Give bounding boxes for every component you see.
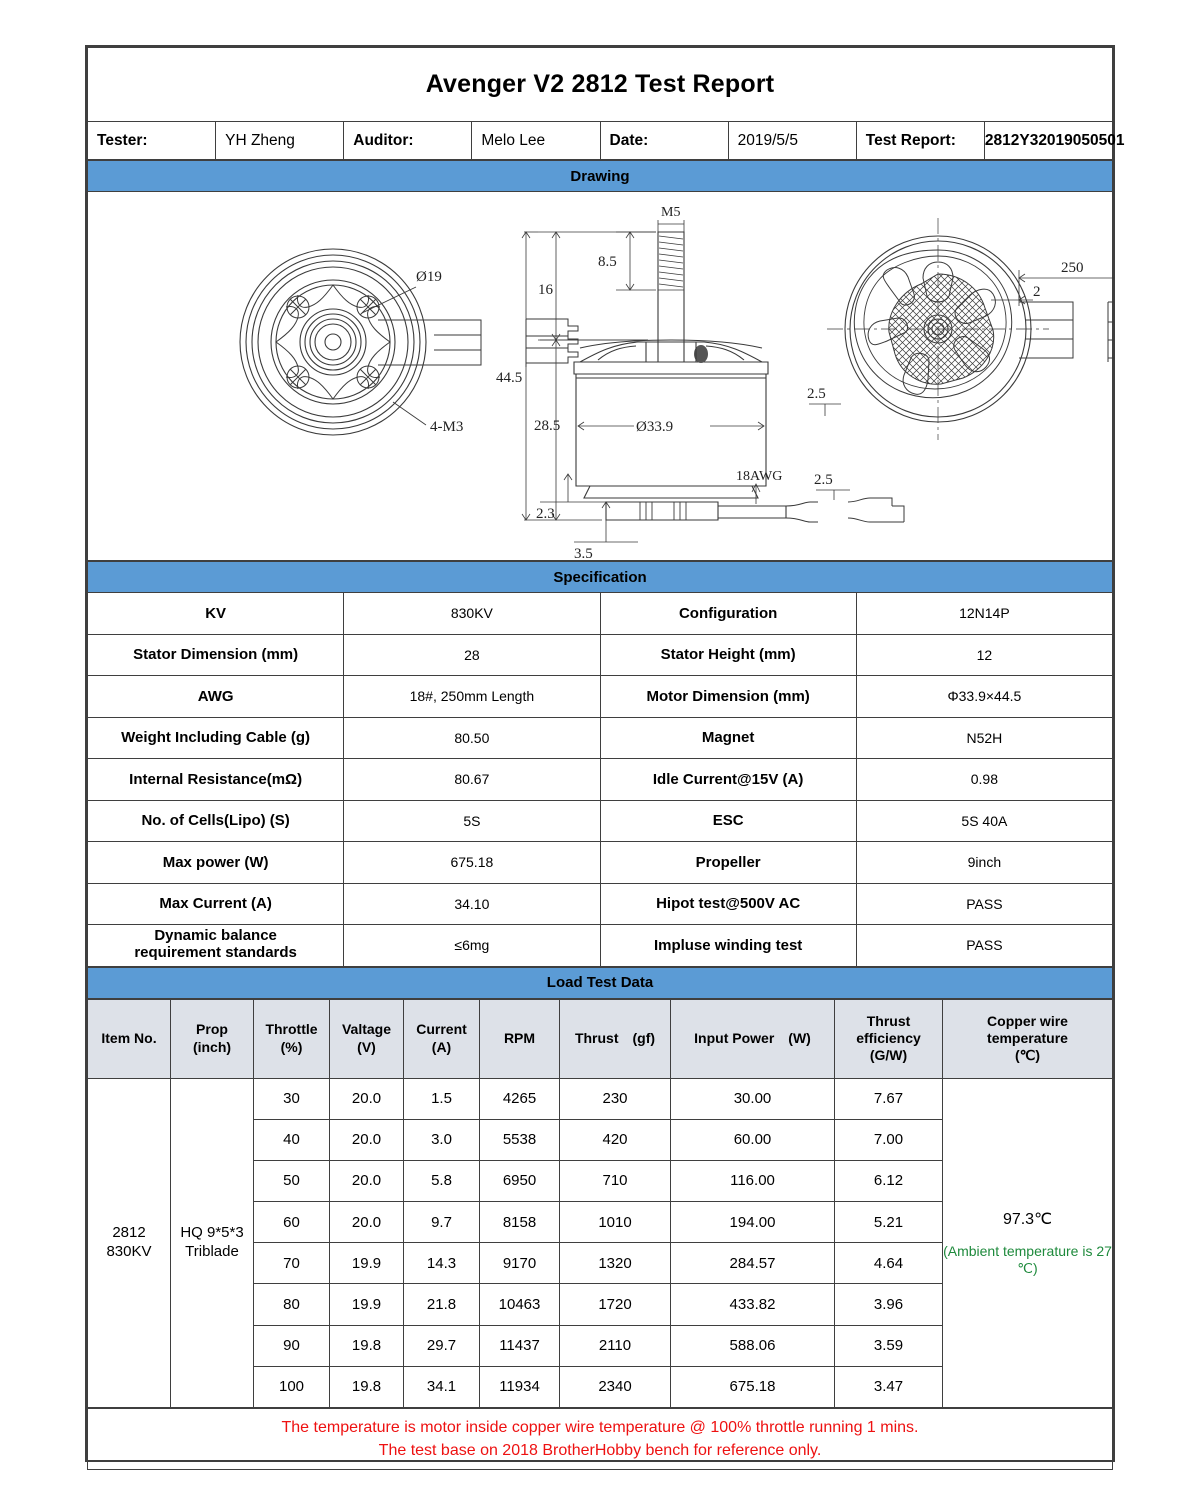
- item-no-cell: 2812 830KV: [88, 1078, 171, 1408]
- spec-row: [88, 634, 1113, 676]
- spec-value-right: 12N14P: [856, 593, 1112, 635]
- spec-row: [88, 925, 1113, 967]
- date-value: 2019/5/5: [728, 122, 856, 160]
- cell-voltage: 19.8: [330, 1325, 404, 1366]
- date-label: Date:: [600, 122, 728, 160]
- spec-value-left: 5S: [344, 800, 600, 842]
- cell-rpm: 4265: [480, 1078, 560, 1119]
- spec-key-left: Internal Resistance(mΩ): [88, 759, 344, 801]
- cell-rpm: 6950: [480, 1160, 560, 1201]
- cell-input-power: 588.06: [671, 1325, 835, 1366]
- cell-thrust-efficiency: 7.00: [835, 1119, 943, 1160]
- load-test-section-bar-table: [87, 967, 1113, 999]
- column-header: Input Power (W): [671, 999, 835, 1078]
- spec-key-right: ESC: [600, 800, 856, 842]
- label-wire-length: 250: [1061, 260, 1084, 276]
- load-test-section-bar: [88, 967, 1113, 998]
- spec-key-left: Max Current (A): [88, 883, 344, 925]
- column-header: Copper wire temperature (℃): [943, 999, 1113, 1078]
- spec-value-right: Φ33.9×44.5: [856, 676, 1112, 718]
- spec-key-right: Hipot test@500V AC: [600, 883, 856, 925]
- temperature-value: 97.3℃: [1002, 1210, 1053, 1228]
- specification-section-bar: [88, 562, 1113, 593]
- label-base-thickness: 3.5: [574, 546, 593, 560]
- spec-key-right: Configuration: [600, 593, 856, 635]
- spec-key-right: Idle Current@15V (A): [600, 759, 856, 801]
- spec-key-left: No. of Cells(Lipo) (S): [88, 800, 344, 842]
- cell-thrust: 1320: [560, 1243, 671, 1284]
- cell-throttle: 40: [254, 1119, 330, 1160]
- cell-thrust: 2340: [560, 1366, 671, 1407]
- spec-value-left: 80.50: [344, 717, 600, 759]
- cell-thrust-efficiency: 3.47: [835, 1366, 943, 1407]
- cell-current: 34.1: [404, 1366, 480, 1407]
- title-row: [88, 48, 1113, 122]
- cell-current: 1.5: [404, 1078, 480, 1119]
- cell-input-power: 60.00: [671, 1119, 835, 1160]
- spec-value-left: 675.18: [344, 842, 600, 884]
- label-mount-holes: 4-M3: [430, 419, 464, 435]
- label-body-height: 28.5: [534, 418, 561, 434]
- spec-value-right: 12: [856, 634, 1112, 676]
- drawing-canvas: [88, 192, 1112, 560]
- footer-note: [88, 1409, 1113, 1470]
- specification-section: [87, 561, 1113, 967]
- report-header-table: [87, 47, 1125, 160]
- footer-note-line1: The temperature is motor inside copper wire temperature @ 100% throttle running 1 mins.: [281, 1418, 919, 1436]
- cell-rpm: 11934: [480, 1366, 560, 1407]
- cell-voltage: 19.9: [330, 1243, 404, 1284]
- label-wire-strip: 2: [1033, 284, 1041, 300]
- cell-input-power: 194.00: [671, 1202, 835, 1243]
- spec-key-right: Stator Height (mm): [600, 634, 856, 676]
- column-header: Prop (inch): [171, 999, 254, 1078]
- meta-row: [88, 122, 1113, 160]
- cell-throttle: 30: [254, 1078, 330, 1119]
- motor-technical-drawing: [88, 192, 1114, 560]
- cell-voltage: 20.0: [330, 1202, 404, 1243]
- load-test-body: [88, 1078, 1113, 1408]
- label-bore-dia: Ø19: [416, 269, 442, 285]
- cell-rpm: 9170: [480, 1243, 560, 1284]
- page-title: Avenger V2 2812 Test Report: [88, 48, 1113, 122]
- cell-rpm: 10463: [480, 1284, 560, 1325]
- spec-key-left: Dynamic balance requirement standards: [88, 925, 344, 967]
- cell-throttle: 60: [254, 1202, 330, 1243]
- column-header: RPM: [480, 999, 560, 1078]
- cell-input-power: 433.82: [671, 1284, 835, 1325]
- drawing-canvas-cell: [88, 192, 1113, 561]
- cell-input-power: 675.18: [671, 1366, 835, 1407]
- drawing-section: [87, 160, 1113, 561]
- spec-row: [88, 676, 1113, 718]
- cell-throttle: 90: [254, 1325, 330, 1366]
- column-header: Valtage (V): [330, 999, 404, 1078]
- cell-voltage: 20.0: [330, 1119, 404, 1160]
- cell-thrust: 420: [560, 1119, 671, 1160]
- spec-key-left: KV: [88, 593, 344, 635]
- spec-key-left: Weight Including Cable (g): [88, 717, 344, 759]
- load-test-header: [88, 999, 1113, 1078]
- cell-throttle: 80: [254, 1284, 330, 1325]
- cell-current: 9.7: [404, 1202, 480, 1243]
- spec-value-left: 28: [344, 634, 600, 676]
- spec-row: [88, 800, 1113, 842]
- auditor-value: Melo Lee: [472, 122, 600, 160]
- cell-throttle: 70: [254, 1243, 330, 1284]
- drawing-top-view: [807, 218, 1114, 440]
- cell-throttle: 50: [254, 1160, 330, 1201]
- cell-throttle: 100: [254, 1366, 330, 1407]
- cell-thrust-efficiency: 4.64: [835, 1243, 943, 1284]
- load-test-header-row: [88, 999, 1113, 1078]
- report-no-value: 2812Y32019050501: [984, 122, 1112, 160]
- spec-value-left: 34.10: [344, 883, 600, 925]
- spec-row: [88, 883, 1113, 925]
- label-shaft-length: 16: [538, 282, 553, 298]
- cell-rpm: 5538: [480, 1119, 560, 1160]
- spec-value-right: PASS: [856, 925, 1112, 967]
- cell-current: 3.0: [404, 1119, 480, 1160]
- cell-voltage: 20.0: [330, 1160, 404, 1201]
- spec-key-right: Magnet: [600, 717, 856, 759]
- cell-input-power: 284.57: [671, 1243, 835, 1284]
- spec-value-right: PASS: [856, 883, 1112, 925]
- cell-thrust-efficiency: 3.59: [835, 1325, 943, 1366]
- spec-value-right: 5S 40A: [856, 800, 1112, 842]
- label-wire-tip: 2.5: [814, 472, 833, 488]
- spec-key-left: AWG: [88, 676, 344, 718]
- spec-value-left: 18#, 250mm Length: [344, 676, 600, 718]
- label-thread-length: 8.5: [598, 254, 617, 270]
- spec-key-left: Max power (W): [88, 842, 344, 884]
- cell-voltage: 20.0: [330, 1078, 404, 1119]
- spec-key-right: Impluse winding test: [600, 925, 856, 967]
- cell-thrust-efficiency: 6.12: [835, 1160, 943, 1201]
- label-shaft-thread: M5: [661, 205, 681, 220]
- cell-current: 5.8: [404, 1160, 480, 1201]
- footer-note-table: [87, 1408, 1113, 1470]
- cell-input-power: 30.00: [671, 1078, 835, 1119]
- column-header: Thrust efficiency (G/W): [835, 999, 943, 1078]
- spec-key-right: Propeller: [600, 842, 856, 884]
- cell-rpm: 11437: [480, 1325, 560, 1366]
- label-body-diameter: Ø33.9: [636, 419, 674, 435]
- load-test-section-title: Load Test Data: [88, 967, 1113, 998]
- cell-rpm: 8158: [480, 1202, 560, 1243]
- drawing-bottom-view: [240, 249, 578, 435]
- load-test-table: [87, 999, 1113, 1409]
- tester-label: Tester:: [88, 122, 216, 160]
- copper-wire-temperature-cell: [943, 1078, 1113, 1408]
- cell-current: 29.7: [404, 1325, 480, 1366]
- cell-thrust: 1720: [560, 1284, 671, 1325]
- test-report-document: [85, 45, 1125, 1462]
- drawing-side-view: [496, 205, 904, 560]
- spec-key-left: Stator Dimension (mm): [88, 634, 344, 676]
- cell-thrust-efficiency: 3.96: [835, 1284, 943, 1325]
- column-header: Throttle (%): [254, 999, 330, 1078]
- cell-current: 14.3: [404, 1243, 480, 1284]
- tester-value: YH Zheng: [216, 122, 344, 160]
- spec-row: [88, 842, 1113, 884]
- column-header: Thrust (gf): [560, 999, 671, 1078]
- auditor-label: Auditor:: [344, 122, 472, 160]
- specification-table-body: [88, 593, 1113, 967]
- prop-cell: HQ 9*5*3 Triblade: [171, 1078, 254, 1408]
- cell-current: 21.8: [404, 1284, 480, 1325]
- cell-input-power: 116.00: [671, 1160, 835, 1201]
- column-header: Current (A): [404, 999, 480, 1078]
- label-total-height: 44.5: [496, 370, 523, 386]
- footer-note-line2: The test base on 2018 BrotherHobby bench for reference only.: [378, 1442, 822, 1459]
- column-header: Item No.: [88, 999, 171, 1078]
- cell-thrust: 710: [560, 1160, 671, 1201]
- cell-voltage: 19.8: [330, 1366, 404, 1407]
- label-wire-gauge: 18AWG: [736, 469, 783, 484]
- label-base-step: 2.3: [536, 506, 555, 522]
- cell-thrust: 2110: [560, 1325, 671, 1366]
- spec-key-right: Motor Dimension (mm): [600, 676, 856, 718]
- spec-value-right: N52H: [856, 717, 1112, 759]
- label-wire-tip-2: 2.5: [807, 386, 826, 402]
- cell-thrust: 1010: [560, 1202, 671, 1243]
- cell-thrust: 230: [560, 1078, 671, 1119]
- spec-row: [88, 759, 1113, 801]
- footer-note-row: [88, 1409, 1113, 1470]
- spec-value-right: 9inch: [856, 842, 1112, 884]
- spec-value-left: ≤6mg: [344, 925, 600, 967]
- specification-section-title: Specification: [88, 562, 1113, 593]
- drawing-section-bar: [88, 161, 1113, 192]
- report-no-label: Test Report:: [856, 122, 984, 160]
- drawing-section-title: Drawing: [88, 161, 1113, 192]
- cell-voltage: 19.9: [330, 1284, 404, 1325]
- cell-thrust-efficiency: 5.21: [835, 1202, 943, 1243]
- spec-row: [88, 593, 1113, 635]
- table-row: [88, 1078, 1113, 1119]
- ambient-temperature-note: (Ambient temperature is 27 ℃): [943, 1242, 1112, 1276]
- cell-thrust-efficiency: 7.67: [835, 1078, 943, 1119]
- spec-row: [88, 717, 1113, 759]
- spec-value-left: 80.67: [344, 759, 600, 801]
- spec-value-left: 830KV: [344, 593, 600, 635]
- spec-value-right: 0.98: [856, 759, 1112, 801]
